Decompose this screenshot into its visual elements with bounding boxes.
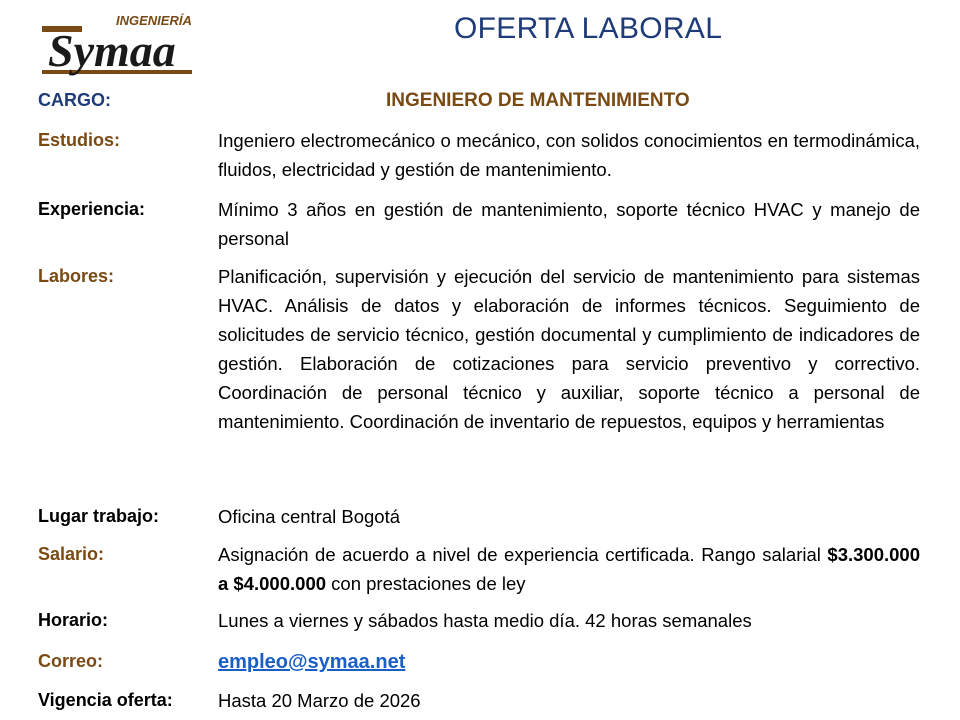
estudios-label: Estudios: (38, 130, 121, 150)
logo-main-text: Symaa (48, 25, 176, 76)
vigencia-label: Vigencia oferta: (38, 690, 173, 710)
correo-label: Correo: (38, 651, 104, 671)
page-title: OFERTA LABORAL (454, 12, 723, 45)
vigencia-value: Hasta 20 Marzo de 2026 (218, 690, 421, 711)
lugar-value: Oficina central Bogotá (218, 506, 401, 527)
salario-range: $3.300.000 a $4.000.000 (218, 544, 920, 594)
labores-label: Labores: (38, 266, 115, 286)
salario-text-post: con prestaciones de ley (326, 573, 526, 594)
cargo-label: CARGO: (38, 90, 111, 110)
estudios-value: Ingeniero electromecánico o mecánico, con solidos conocimientos en termodinámica, fluidos, electricidad y gestión de mantenimiento. (218, 130, 920, 180)
labores-value: Planificación, supervisión y ejecución del servicio de mantenimiento para sistemas HVAC. Análisis de datos y elaboración de informes técnicos. Seguimiento de solicitudes de servicio técnico, gestión documental y cumplimiento de indicadores de gestión. Elaboración de cotizaciones para servicio preventivo y correctivo. Coordinación de personal técnico y auxiliar, soporte técnico a personal de mantenimiento. Coordinación de inventario de repuestos, equipos y herramientas (218, 266, 920, 432)
experiencia-value: Mínimo 3 años en gestión de mantenimiento, soporte técnico HVAC y manejo de personal (218, 199, 920, 249)
lugar-label: Lugar trabajo: (38, 506, 160, 526)
cargo-value: INGENIERO DE MANTENIMIENTO (386, 90, 690, 111)
salario-text-pre: Asignación de acuerdo a nivel de experiencia certificada. Rango salarial (218, 544, 828, 565)
experiencia-label: Experiencia: (38, 199, 146, 219)
horario-value: Lunes a viernes y sábados hasta medio día. 42 horas semanales (218, 610, 752, 631)
horario-label: Horario: (38, 610, 109, 630)
salario-label: Salario: (38, 544, 105, 564)
logo-top-text: INGENIERÍA (116, 13, 192, 28)
salario-value (218, 540, 920, 598)
symaa-logo (40, 8, 200, 78)
email-link[interactable]: empleo@symaa.net (218, 651, 406, 673)
